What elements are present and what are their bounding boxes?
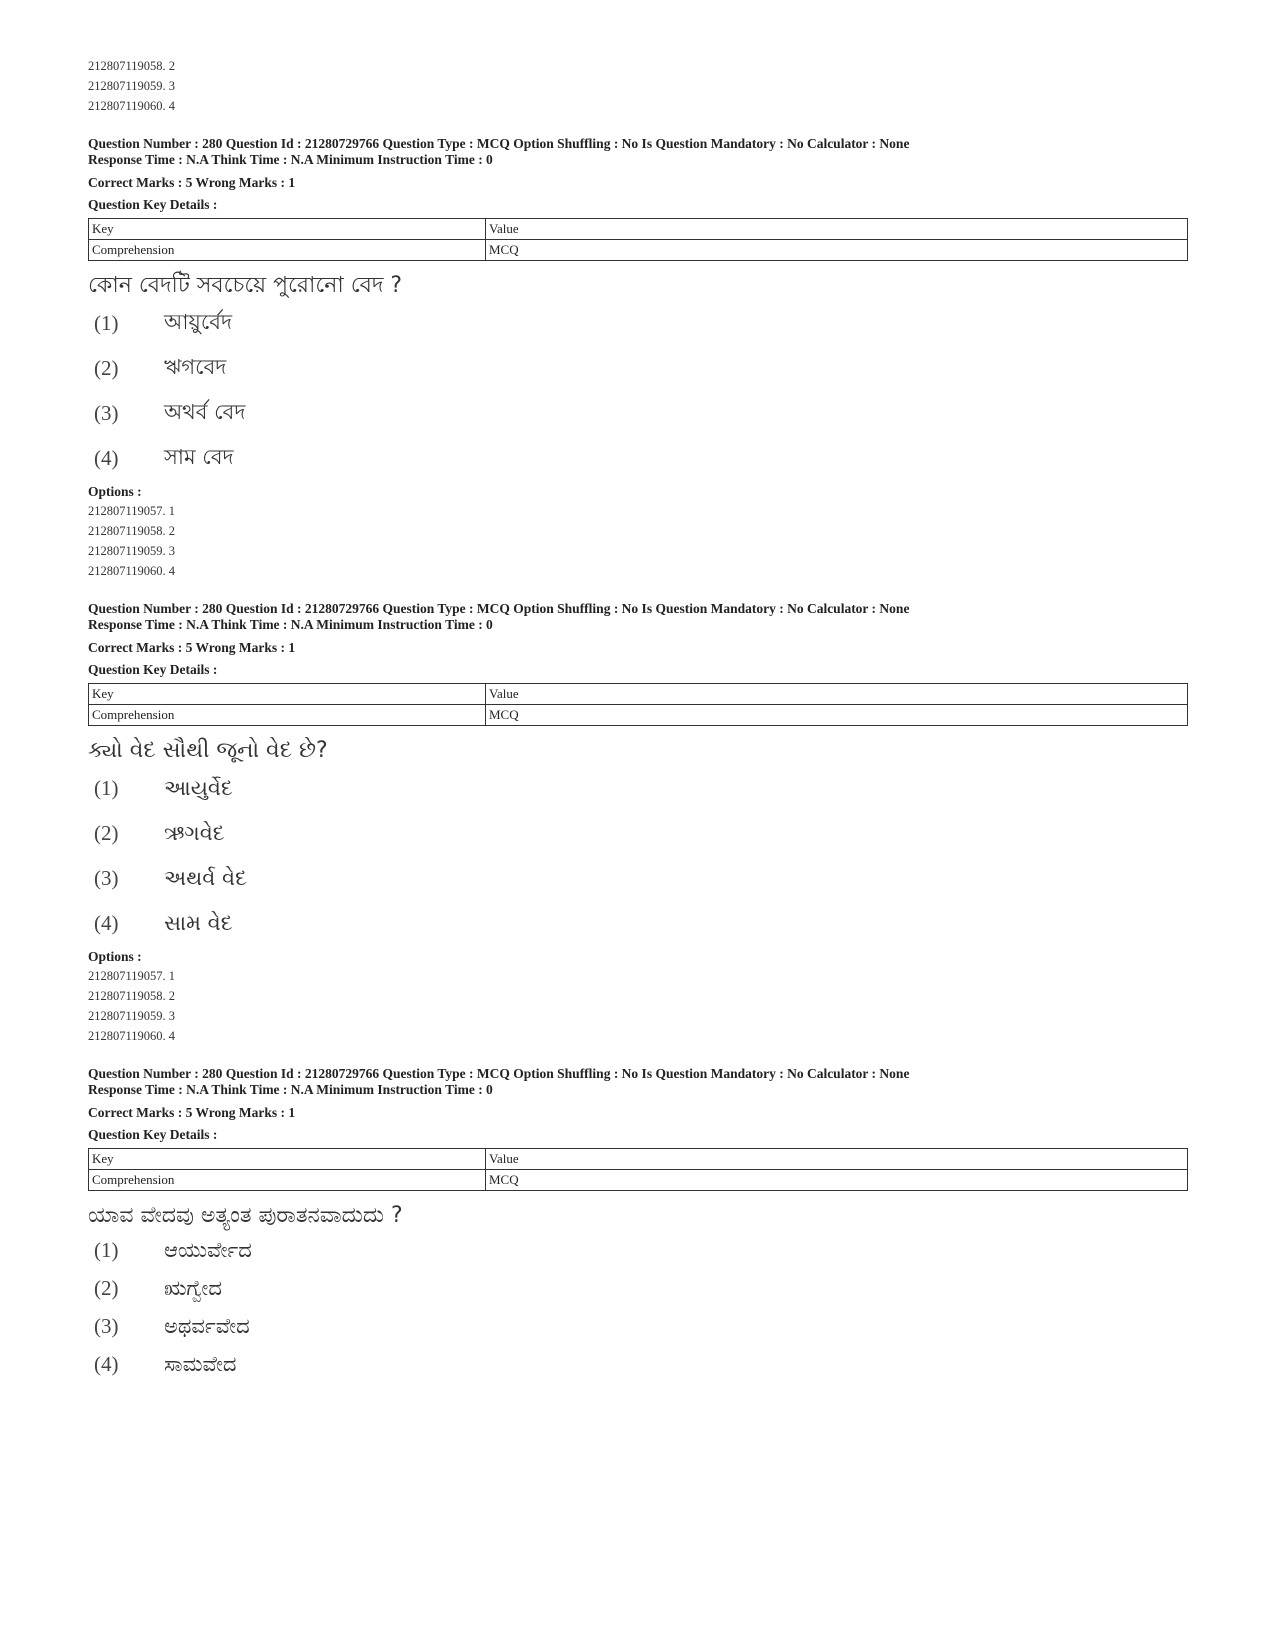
key-cell: Comprehension [89, 1170, 486, 1191]
option-item [88, 1231, 1188, 1269]
option-item [88, 1307, 1188, 1345]
question-text: কোন বেদটি সবচেয়ে পুরোনো বেদ ? [88, 273, 403, 298]
option-text: আয়ুর্বেদ [164, 310, 233, 334]
key-cell: Comprehension [89, 240, 486, 261]
option-number: (3) [94, 1313, 119, 1338]
option-list [88, 1231, 1188, 1383]
option-item [88, 1345, 1188, 1383]
option-id-line: 212807119058. 2 [88, 989, 176, 1003]
marks-line: Correct Marks : 5 Wrong Marks : 1 [88, 640, 296, 655]
option-id-line: 212807119058. 2 [88, 524, 176, 538]
question-block [88, 601, 1188, 1046]
option-text: অথর্ব বেদ [164, 400, 246, 424]
option-number: (4) [94, 1351, 119, 1376]
option-id-line: 212807119059. 3 [88, 1009, 176, 1023]
value-header: Value [486, 684, 1188, 705]
options-label: Options : [88, 949, 142, 964]
option-list [88, 766, 1188, 946]
key-details-table [88, 683, 1188, 726]
key-header: Key [89, 684, 486, 705]
options-label: Options : [88, 484, 142, 499]
key-details-label: Question Key Details : [88, 1127, 218, 1142]
option-number: (1) [94, 311, 119, 335]
value-cell: MCQ [486, 240, 1188, 261]
question-block [88, 136, 1188, 581]
option-item [88, 856, 1188, 901]
option-text: ಆಯುರ್ವೇದ [164, 1237, 252, 1262]
table-header-row [89, 684, 1188, 705]
question-meta-line2: Response Time : N.A Think Time : N.A Minimum Instruction Time : 0 [88, 617, 493, 632]
question-meta-line2: Response Time : N.A Think Time : N.A Minimum Instruction Time : 0 [88, 152, 493, 167]
question-meta-line1: Question Number : 280 Question Id : 21280729766 Question Type : MCQ Option Shuffling : No Is Question Mandatory : No Calculator : None [88, 136, 910, 151]
question-text: ક્યો વેદ સૌથી જૂનો વેદ છે? [88, 738, 328, 763]
option-id-line: 212807119059. 3 [88, 544, 176, 558]
option-item [88, 901, 1188, 946]
value-cell: MCQ [486, 705, 1188, 726]
option-text: આયુર્વેદ [164, 776, 233, 800]
key-details-table [88, 1148, 1188, 1191]
option-item [88, 766, 1188, 811]
option-text: সাম বেদ [164, 445, 234, 469]
option-item [88, 301, 1188, 346]
table-header-row [89, 219, 1188, 240]
option-item [88, 811, 1188, 856]
question-text: ಯಾವ ವೇದವು ಅತ್ಯಂತ ಪುರಾತನವಾದುದು ? [88, 1203, 403, 1228]
key-header: Key [89, 219, 486, 240]
page-content [88, 56, 1188, 1383]
marks-line: Correct Marks : 5 Wrong Marks : 1 [88, 175, 296, 190]
key-details-label: Question Key Details : [88, 662, 218, 677]
option-number: (2) [94, 821, 119, 845]
option-text: ಅಥರ್ವವೇದ [164, 1313, 250, 1338]
option-text: ઋગવેદ [164, 821, 225, 845]
option-id-line: 212807119057. 1 [88, 969, 176, 983]
option-text: ಸಾಮವೇದ [164, 1351, 237, 1376]
option-id-line: 212807119060. 4 [88, 564, 176, 578]
question-meta-line1: Question Number : 280 Question Id : 21280729766 Question Type : MCQ Option Shuffling : No Is Question Mandatory : No Calculator : None [88, 601, 910, 616]
option-text: સામ વેદ [164, 911, 233, 935]
option-ids [88, 966, 1188, 1046]
option-id-line: 212807119059. 3 [88, 79, 176, 93]
table-row [89, 240, 1188, 261]
option-item [88, 346, 1188, 391]
key-cell: Comprehension [89, 705, 486, 726]
option-item [88, 436, 1188, 481]
option-ids [88, 501, 1188, 581]
option-id-line: 212807119057. 1 [88, 504, 176, 518]
key-details-label: Question Key Details : [88, 197, 218, 212]
key-header: Key [89, 1149, 486, 1170]
question-meta [88, 136, 1188, 168]
value-cell: MCQ [486, 1170, 1188, 1191]
option-id-line: 212807119060. 4 [88, 1029, 176, 1043]
table-row [89, 705, 1188, 726]
option-text: ಋಗ್ವೇದ [164, 1275, 222, 1300]
option-number: (1) [94, 776, 119, 800]
value-header: Value [486, 219, 1188, 240]
option-number: (2) [94, 356, 119, 380]
table-row [89, 1170, 1188, 1191]
value-header: Value [486, 1149, 1188, 1170]
option-number: (4) [94, 446, 119, 470]
option-number: (4) [94, 911, 119, 935]
question-meta-line1: Question Number : 280 Question Id : 21280729766 Question Type : MCQ Option Shuffling : No Is Question Mandatory : No Calculator : None [88, 1066, 910, 1081]
option-id-line: 212807119058. 2 [88, 59, 176, 73]
key-details-table [88, 218, 1188, 261]
option-list [88, 301, 1188, 481]
option-number: (2) [94, 1275, 119, 1300]
question-block [88, 1066, 1188, 1383]
option-text: ঋগবেদ [164, 355, 227, 379]
option-item [88, 1269, 1188, 1307]
marks-line: Correct Marks : 5 Wrong Marks : 1 [88, 1105, 296, 1120]
option-id-line: 212807119060. 4 [88, 99, 176, 113]
question-meta [88, 1066, 1188, 1098]
question-meta-line2: Response Time : N.A Think Time : N.A Minimum Instruction Time : 0 [88, 1082, 493, 1097]
option-number: (3) [94, 866, 119, 890]
option-number: (1) [94, 1237, 119, 1262]
option-item [88, 391, 1188, 436]
option-text: અથર્વ વેદ [164, 866, 247, 890]
table-header-row [89, 1149, 1188, 1170]
question-meta [88, 601, 1188, 633]
top-option-ids [88, 56, 1188, 116]
option-number: (3) [94, 401, 119, 425]
